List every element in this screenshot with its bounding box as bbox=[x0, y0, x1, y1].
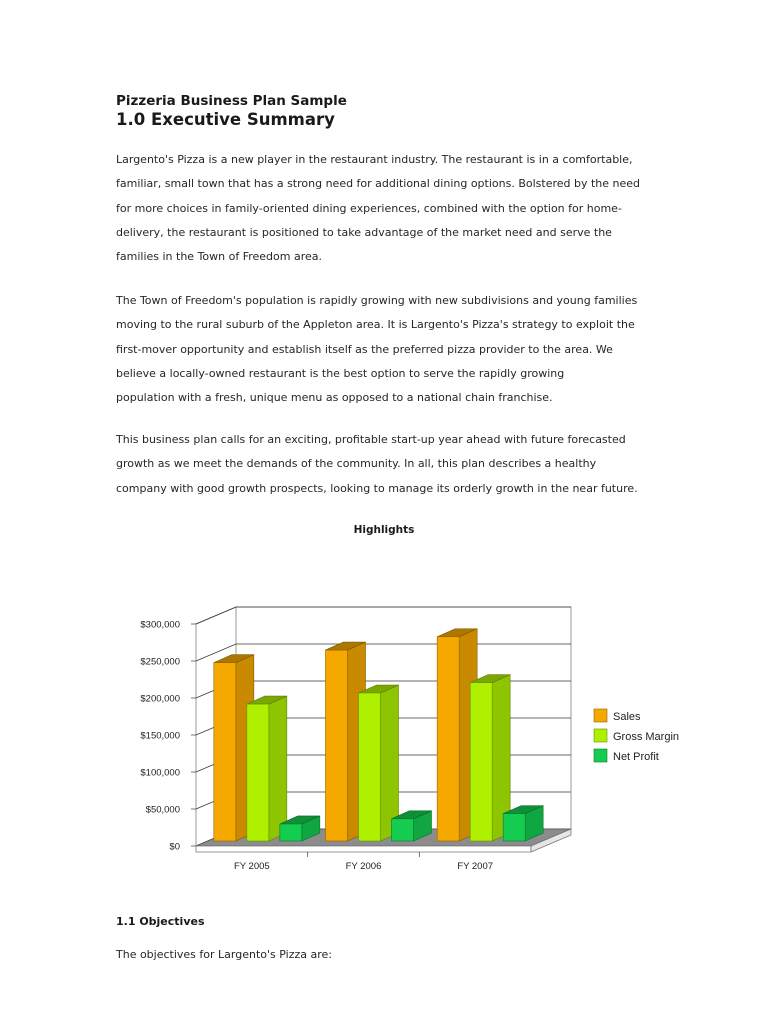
paragraph-line: This business plan calls for an exciting, profitable start-up year ahead with future forecasted bbox=[116, 433, 626, 446]
paragraph-line: first-mover opportunity and establish itself as the preferred pizza provider to the area. We bbox=[116, 342, 613, 356]
x-tick-label: FY 2007 bbox=[457, 861, 494, 872]
legend-swatch bbox=[594, 709, 607, 722]
bar bbox=[503, 814, 525, 841]
chart-floor-front bbox=[196, 846, 531, 852]
paragraph-line: Largento's Pizza is a new player in the restaurant industry. The restaurant is in a comfortable, bbox=[116, 153, 633, 166]
bar bbox=[437, 637, 459, 841]
bar bbox=[280, 824, 302, 841]
paragraph-line: population with a fresh, unique menu as opposed to a national chain franchise. bbox=[116, 391, 553, 405]
bar bbox=[392, 819, 414, 841]
y-tick-label: $150,000 bbox=[140, 730, 180, 742]
paragraph-line: familiar, small town that has a strong need for additional dining options. Bolstered by the need bbox=[116, 177, 641, 191]
paragraph-line: company with good growth prospects, looking to manage its orderly growth in the near future. bbox=[116, 481, 638, 495]
paragraph-line: growth as we meet the demands of the community. In all, this plan describes a healthy bbox=[116, 457, 597, 471]
bar bbox=[359, 693, 381, 841]
legend-swatch bbox=[594, 729, 607, 742]
section-title: 1.0 Executive Summary bbox=[116, 110, 335, 129]
x-tick-label: FY 2005 bbox=[233, 861, 270, 872]
chart-heading: Highlights bbox=[353, 524, 415, 536]
highlights-bar-chart bbox=[0, 560, 768, 890]
paragraph-plan bbox=[116, 428, 656, 501]
bar-side bbox=[269, 696, 287, 841]
paragraph-intro bbox=[116, 148, 656, 269]
document-title: Pizzeria Business Plan Sample bbox=[116, 93, 347, 109]
y-tick-label: $300,000 bbox=[140, 619, 180, 631]
paragraph-line: believe a locally-owned restaurant is the best option to serve the rapidly growing bbox=[116, 366, 565, 380]
bar bbox=[214, 663, 236, 841]
objectives-text: The objectives for Largento's Pizza are: bbox=[116, 948, 332, 961]
bar bbox=[470, 683, 492, 841]
y-tick-label: $50,000 bbox=[145, 804, 180, 816]
legend-label: Net Profit bbox=[613, 751, 659, 763]
legend-label: Sales bbox=[613, 711, 641, 723]
paragraph-line: moving to the rural suburb of the Appleton area. It is Largento's Pizza's strategy to exploit the bbox=[116, 318, 635, 332]
y-tick-label: $250,000 bbox=[140, 656, 180, 668]
legend-label: Gross Margin bbox=[613, 731, 680, 743]
paragraph-population bbox=[116, 289, 656, 410]
x-tick-label: FY 2006 bbox=[345, 861, 382, 872]
y-tick-label: $100,000 bbox=[140, 767, 180, 779]
objectives-heading: 1.1 Objectives bbox=[116, 915, 205, 928]
paragraph-line: The Town of Freedom's population is rapidly growing with new subdivisions and young families bbox=[116, 294, 638, 307]
paragraph-line: delivery, the restaurant is positioned to take advantage of the market need and serve the bbox=[116, 225, 612, 239]
y-tick-label: $200,000 bbox=[140, 693, 180, 705]
paragraph-line: for more choices in family-oriented dining experiences, combined with the option for home- bbox=[116, 201, 622, 215]
legend-swatch bbox=[594, 749, 607, 762]
bar bbox=[326, 650, 348, 841]
bar bbox=[247, 704, 269, 841]
paragraph-line: families in the Town of Freedom area. bbox=[116, 250, 323, 264]
y-tick-label: $0 bbox=[169, 841, 180, 853]
